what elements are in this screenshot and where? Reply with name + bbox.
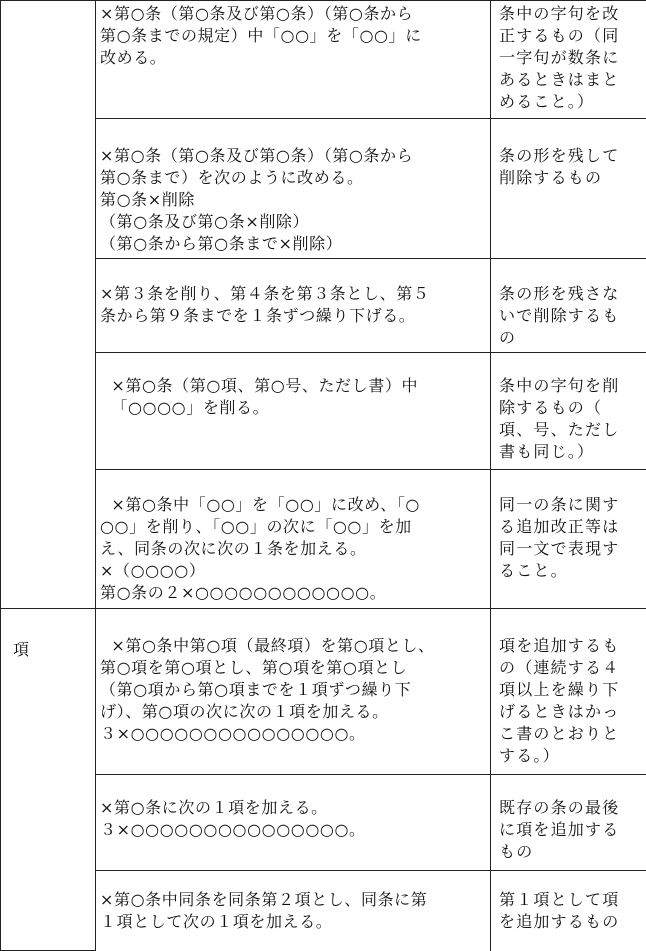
note-cell <box>491 119 646 259</box>
table-row <box>1 119 646 259</box>
table-row <box>1 259 646 353</box>
note-text: 条の形を残さな いで削除するも の <box>491 259 646 349</box>
category-cell <box>1 609 96 951</box>
note-cell <box>491 470 646 609</box>
method-cell <box>96 1 491 119</box>
note-cell <box>491 609 646 775</box>
note-cell <box>491 775 646 871</box>
method-cell <box>96 259 491 353</box>
method-text: ×第○条中「○○」を「○○」に改め、「○ ○○」を削り、「○○」の次に「○○」を加 え、同条の次に次の１条を加える。 ×（○○○○） 第○条の２×○○○○○○○○○○○○。 <box>96 470 490 604</box>
note-text: 条の形を残して 削除するもの <box>491 119 646 189</box>
note-text: 項を追加するも の（連続する４ 項以上を繰り下 げるときはかっ こ書のとおりと する。） <box>491 609 646 767</box>
table-row <box>1 609 646 775</box>
method-text: ×第○条（第○項、第○号、ただし書）中 「○○○○」を削る。 <box>96 353 490 419</box>
method-cell <box>96 775 491 871</box>
note-cell <box>491 1 646 119</box>
note-text: 同一の条に関す る追加改正等は 同一文で表現す ること。 <box>491 470 646 582</box>
note-cell <box>491 259 646 353</box>
method-text: ×第○条（第○条及び第○条）（第○条から 第○条までの規定）中「○○」を「○○」に 改める。 <box>96 1 490 69</box>
method-text: ×第○条中第○項（最終項）を第○項とし、 第○項を第○項とし、第○項を第○項とし （第○項から第○項までを１項ずつ繰り下 げ）、第○項の次に次の１項を加える。 ３×○○○○○○○○○○○○○○○。 <box>96 609 490 745</box>
method-cell <box>96 119 491 259</box>
method-text: ×第○条（第○条及び第○条）（第○条から 第○条まで）を次のように改める。 第○条×削除 （第○条及び第○条×削除） （第○条から第○条まで×削除） <box>96 119 490 255</box>
category-cell <box>1 1 96 609</box>
note-text: 条中の字句を改 正するもの（同 一字句が数条に あるときはまと めること。） <box>491 1 646 113</box>
method-text: ×第○条中同条を同条第２項とし、同条に第 １項として次の１項を加える。 <box>96 871 490 933</box>
note-text: 第１項として項 を追加するもの <box>491 871 646 933</box>
method-cell <box>96 470 491 609</box>
table-row <box>1 1 646 119</box>
method-cell <box>96 609 491 775</box>
method-text: ×第３条を削り、第４条を第３条とし、第５ 条から第９条までを１条ずつ繰り下げる。 <box>96 259 490 327</box>
table-row <box>1 775 646 871</box>
category-label: 項 <box>1 609 95 661</box>
note-text: 既存の条の最後 に項を追加する もの <box>491 775 646 863</box>
method-text: ×第○条に次の１項を加える。 ３×○○○○○○○○○○○○○○○。 <box>96 775 490 841</box>
method-cell <box>96 353 491 470</box>
note-cell <box>491 353 646 470</box>
table-row <box>1 470 646 609</box>
table-row <box>1 353 646 470</box>
note-text: 条中の字句を削 除するもの（ 項、号、ただし 書も同じ。） <box>491 353 646 463</box>
